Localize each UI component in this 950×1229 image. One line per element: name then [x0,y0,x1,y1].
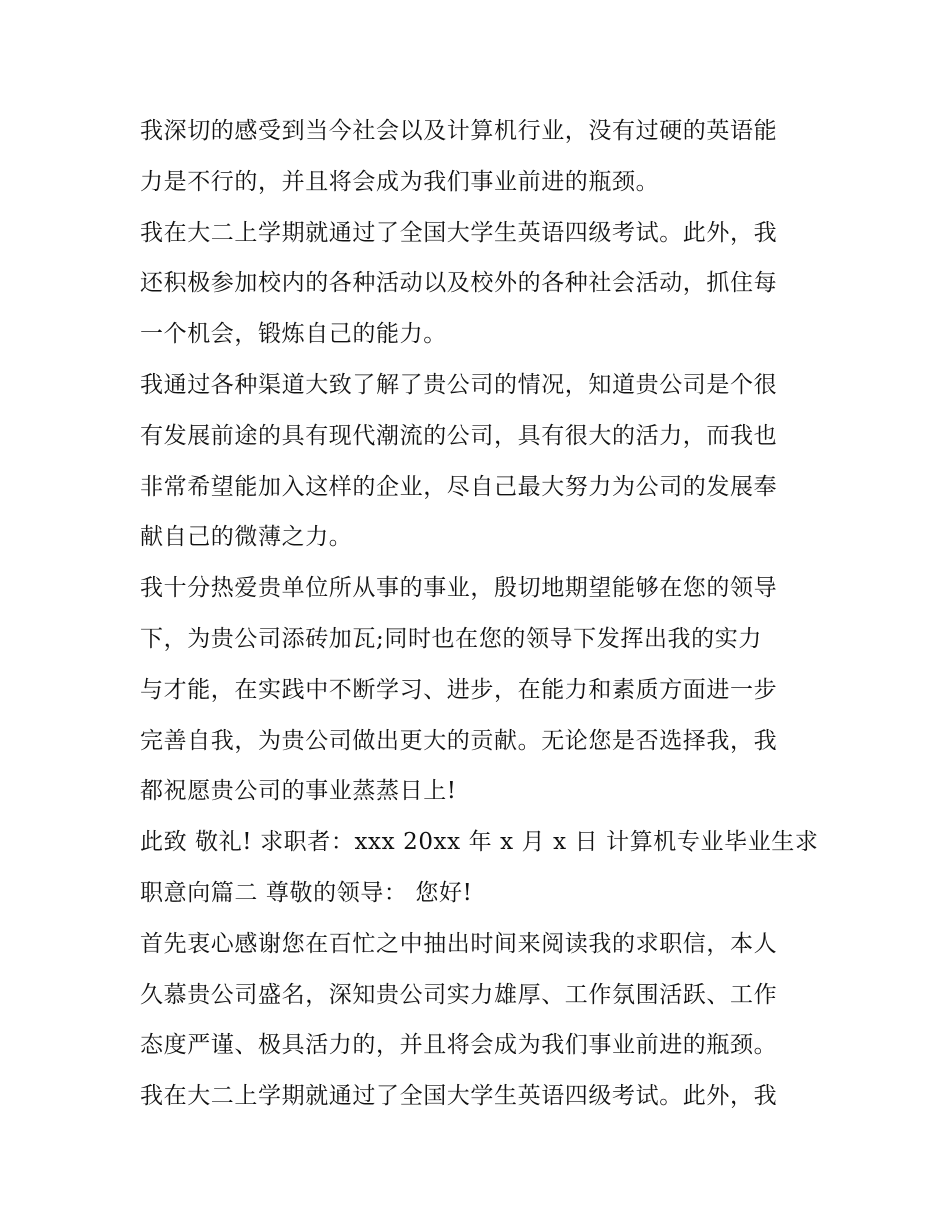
text-line: 力是不行的，并且将会成为我们事业前进的瓶颈。 [140,168,660,195]
text-line: 我十分热爱贵单位所从事的事业，殷切地期望能够在您的领导 [140,575,778,602]
text-line: 献自己的微薄之力。 [140,524,353,551]
text-line: 有发展前途的具有现代潮流的公司，具有很大的活力，而我也 [140,422,778,449]
text-line: 非常希望能加入这样的企业，尽自己最大努力为公司的发展奉 [140,473,778,500]
text-line: 此致 敬礼! 求职者：xxx 20xx 年 x 月 x 日 计算机专业毕业生求 [140,829,819,856]
text-line: 还积极参加校内的各种活动以及校外的各种社会活动，抓住每 [140,270,778,297]
text-line: 职意向篇二 尊敬的领导： 您好! [140,879,473,906]
text-line: 完善自我，为贵公司做出更大的贡献。无论您是否选择我，我 [140,727,778,754]
text-line: 我在大二上学期就通过了全国大学生英语四级考试。此外，我 [140,1083,778,1110]
text-line: 我通过各种渠道大致了解了贵公司的情况，知道贵公司是个很 [140,371,778,398]
text-line: 态度严谨、极具活力的，并且将会成为我们事业前进的瓶颈。 [140,1032,778,1059]
text-line: 下，为贵公司添砖加瓦;同时也在您的领导下发挥出我的实力 [140,625,762,652]
paragraph-company-understanding [140,360,820,563]
text-line: 都祝愿贵公司的事业蒸蒸日上! [140,778,457,805]
paragraph-cet4-activities [140,208,820,360]
document-page [140,106,820,1122]
paragraph-passion-for-work [140,563,820,817]
paragraph-cet4-repeat [140,1071,820,1122]
text-line: 与才能，在实践中不断学习、进步，在能力和素质方面进一步 [140,676,778,703]
text-line: 我深切的感受到当今社会以及计算机行业，没有过硬的英语能 [140,118,778,144]
text-line: 我在大二上学期就通过了全国大学生英语四级考试。此外，我 [140,219,778,246]
paragraph-gratitude-intro [140,919,820,1071]
text-line: 久慕贵公司盛名，深知贵公司实力雄厚、工作氛围活跃、工作 [140,981,778,1008]
paragraph-closing-and-section-heading [140,817,820,919]
text-line: 首先衷心感谢您在百忙之中抽出时间来阅读我的求职信，本人 [140,930,778,957]
text-line: 一个机会，锻炼自己的能力。 [140,321,447,348]
paragraph-english-ability [140,106,820,208]
